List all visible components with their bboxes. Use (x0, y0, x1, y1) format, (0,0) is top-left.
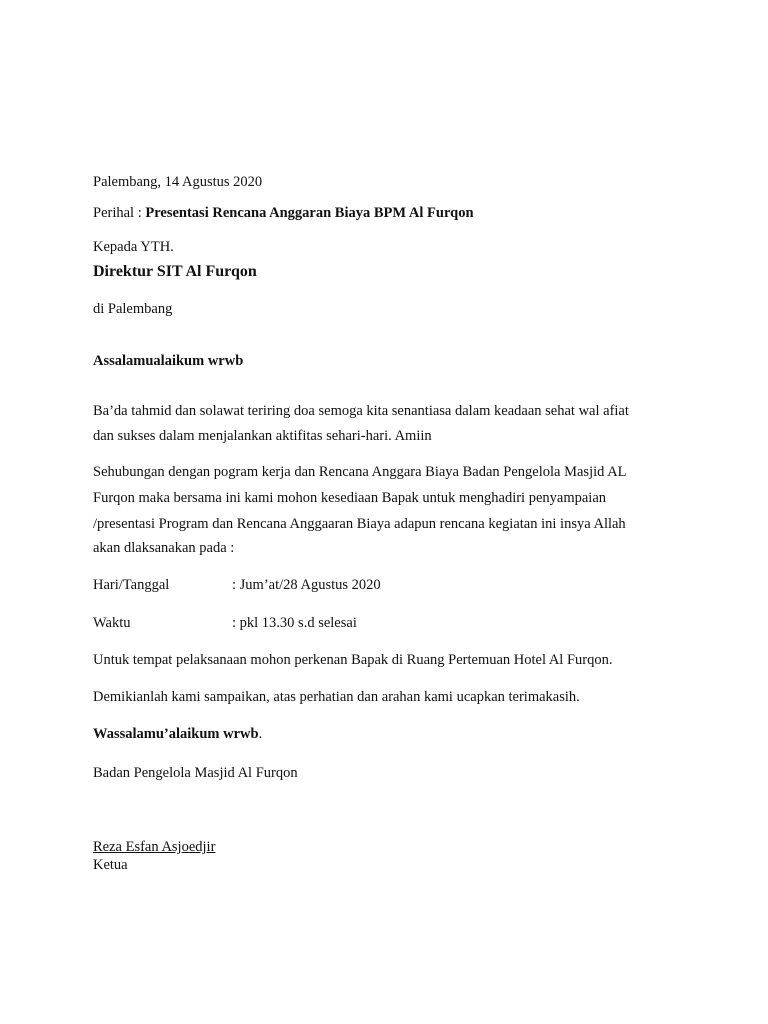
signer-title: Ketua (93, 857, 128, 873)
signer-name: Reza Esfan Asjoedjir (93, 839, 216, 855)
schedule-row-time (93, 614, 357, 632)
para1-line-1: Ba’da tahmid dan solawat teriring doa semoga kita senantiasa dalam keadaan sehat wal afiat (93, 403, 629, 419)
greeting: Assalamualaikum wrwb (93, 353, 244, 369)
schedule-row-date (93, 576, 381, 594)
place-line: Untuk tempat pelaksanaan mohon perkenan Bapak di Ruang Pertemuan Hotel Al Furqon. (93, 652, 613, 668)
farewell-line (93, 725, 262, 743)
para1-line-2: dan sukses dalam menjalankan aktifitas sehari-hari. Amiin (93, 428, 432, 444)
para2-line-4: akan dlaksanakan pada : (93, 540, 235, 556)
para2-line-3: /presentasi Program dan Rencana Anggaaran Biaya adapun rencana kegiatan ini insya Allah (93, 516, 626, 532)
to-label: Kepada YTH. (93, 239, 174, 255)
subject-label: Perihal : (93, 205, 146, 221)
para2-line-1: Sehubungan dengan pogram kerja dan Rencana Anggara Biaya Badan Pengelola Masjid AL (93, 464, 627, 480)
recipient: Direktur SIT Al Furqon (93, 263, 257, 280)
para2-line-2: Furqon maka bersama ini kami mohon kesediaan Bapak untuk menghadiri penyampaian (93, 490, 607, 506)
schedule-label: Hari/Tanggal (93, 577, 170, 593)
recipient-location: di Palembang (93, 301, 173, 317)
schedule-label: Waktu (93, 615, 131, 631)
subject-line (93, 204, 474, 222)
organization: Badan Pengelola Masjid Al Furqon (93, 765, 298, 781)
farewell: Wassalamu’alaikum wrwb (93, 726, 259, 742)
schedule-value: : pkl 13.30 s.d selesai (232, 615, 357, 631)
closing-line: Demikianlah kami sampaikan, atas perhatian dan arahan kami ucapkan terimakasih. (93, 689, 580, 705)
schedule-value: : Jum’at/28 Agustus 2020 (232, 577, 381, 593)
farewell-dot: . (258, 726, 263, 742)
place-date: Palembang, 14 Agustus 2020 (93, 174, 263, 190)
subject-text: Presentasi Rencana Anggaran Biaya BPM Al Furqon (145, 205, 474, 221)
